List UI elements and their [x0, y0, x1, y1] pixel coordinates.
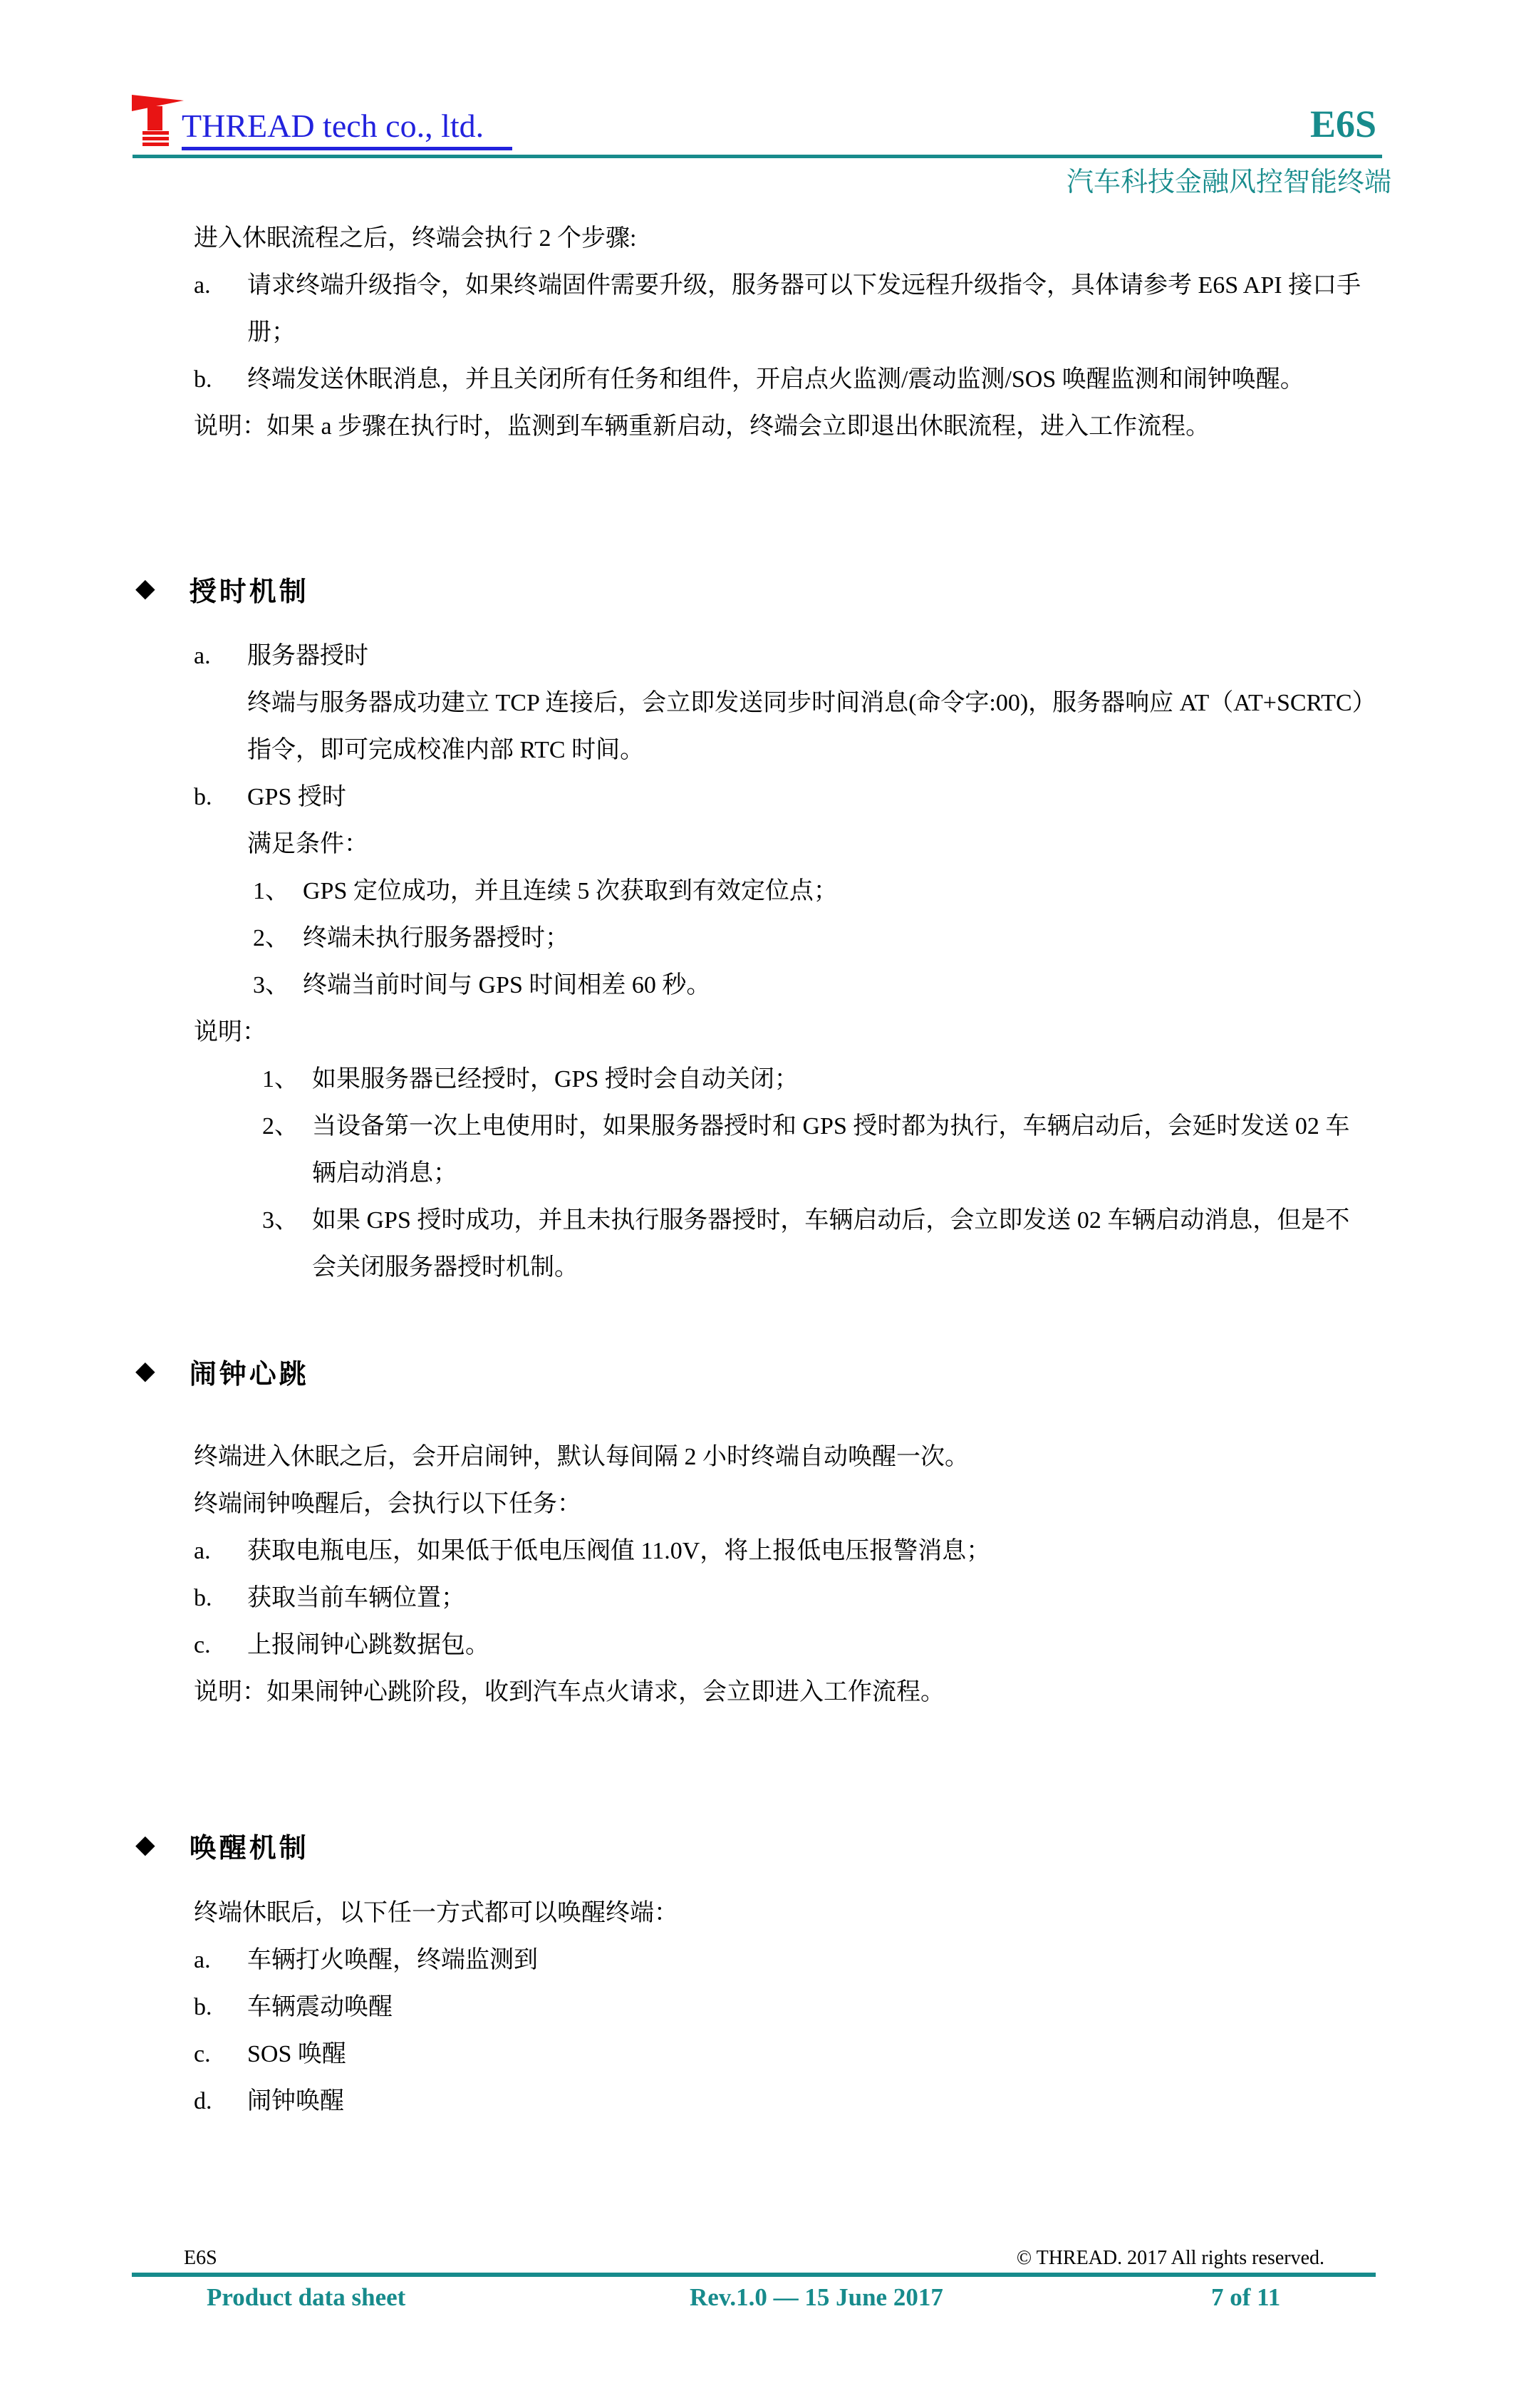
section-wake-body: [194, 1890, 1368, 2125]
list-item-label: b.: [194, 784, 212, 810]
footer-copyright: © THREAD. 2017 All rights reserved.: [1016, 2247, 1324, 2269]
list-item: [194, 2078, 1368, 2125]
numbered-item-label: 3、: [253, 972, 289, 998]
section-note: 说明：如果闹钟心跳阶段，收到汽车点火请求，会立即进入工作流程。: [194, 1679, 945, 1705]
list-item-label: a.: [194, 1538, 211, 1564]
list-item-text: 闹钟唤醒: [247, 2088, 344, 2114]
list-item-label: c.: [194, 1632, 211, 1658]
note-label: 说明：: [194, 1019, 266, 1045]
diamond-bullet-icon: ◆: [135, 574, 155, 603]
list-item-text: 车辆打火唤醒，终端监测到: [247, 1947, 538, 1973]
logo-stripe: [142, 143, 169, 146]
list-item: [194, 774, 1368, 821]
footer-doc-code: E6S: [184, 2247, 217, 2269]
list-item-label: d.: [194, 2088, 212, 2114]
section-heading-alarm-heartbeat: [135, 1349, 309, 1393]
numbered-note-label: 3、: [262, 1207, 299, 1234]
intro-block: [194, 215, 1368, 450]
list-item: [194, 1528, 1368, 1575]
list-item-text: 获取电瓶电压，如果低于低电压阀值 11.0V，将上报低电压报警消息；: [247, 1538, 991, 1564]
section-heading-timing: [135, 567, 309, 611]
list-item-label: a.: [194, 1947, 211, 1973]
list-item-text: GPS 授时: [247, 784, 346, 810]
condition-label: 满足条件：: [247, 831, 368, 857]
list-item-label: b.: [194, 1994, 212, 2020]
footer-doc-type: Product data sheet: [207, 2283, 406, 2311]
list-item: [194, 1622, 1368, 1669]
list-item-text: 车辆震动唤醒: [247, 1994, 393, 2020]
numbered-note: [262, 1197, 1368, 1291]
paragraph: 终端与服务器成功建立 TCP 连接后，会立即发送同步时间消息(命令字:00)，服务器响应 AT（AT+SCRTC）指令，即可完成校准内部 RTC 时间。: [247, 690, 1364, 763]
numbered-note: [262, 1056, 1368, 1103]
diamond-bullet-icon: ◆: [135, 1830, 155, 1859]
footer-page-number: 7 of 11: [1211, 2283, 1281, 2311]
numbered-item: [253, 868, 1368, 915]
list-item: [194, 2031, 1368, 2078]
header-divider: [133, 155, 1382, 158]
numbered-note-text: 如果服务器已经授时，GPS 授时会自动关闭；: [312, 1066, 799, 1092]
numbered-item: [253, 962, 1368, 1009]
diamond-bullet-icon: ◆: [135, 1356, 155, 1385]
section-title: 授时机制: [189, 575, 309, 607]
list-item: [194, 1937, 1368, 1984]
paragraph: 终端休眠后，以下任一方式都可以唤醒终端：: [194, 1900, 678, 1926]
list-item: [194, 1984, 1368, 2031]
numbered-note: [262, 1103, 1368, 1197]
numbered-item-text: GPS 定位成功，并且连续 5 次获取到有效定位点；: [303, 878, 838, 904]
list-item-text: 获取当前车辆位置；: [247, 1585, 465, 1611]
product-tagline: 汽车科技金融风控智能终端: [1066, 166, 1391, 197]
list-item-text: 请求终端升级指令，如果终端固件需要升级，服务器可以下发远程升级指令，具体请参考 E6S API 接口手册；: [247, 272, 1361, 346]
list-item-label: a.: [194, 643, 211, 669]
numbered-item-text: 终端当前时间与 GPS 时间相差 60 秒。: [303, 972, 711, 998]
numbered-item-text: 终端未执行服务器授时；: [303, 925, 569, 951]
company-name: THREAD tech co., ltd.: [182, 108, 512, 150]
list-item-text: SOS 唤醒: [247, 2041, 346, 2067]
logo-stripe: [142, 137, 169, 140]
numbered-item: [253, 915, 1368, 962]
numbered-item-label: 2、: [253, 925, 289, 951]
section-title: 闹钟心跳: [189, 1358, 309, 1390]
intro-note: 说明：如果 a 步骤在执行时，监测到车辆重新启动，终端会立即退出休眠流程，进入工作流程。: [194, 413, 1210, 440]
product-code: E6S: [1309, 103, 1376, 145]
company-logo-icon: [130, 95, 187, 145]
list-item-label: c.: [194, 2041, 211, 2067]
section-timing-body: [194, 633, 1368, 1291]
section-alarm-body: [194, 1434, 1368, 1716]
logo-stem-shape: [147, 106, 162, 130]
list-item: [194, 262, 1368, 356]
list-item-text: 上报闹钟心跳数据包。: [247, 1632, 489, 1658]
list-item: [194, 1575, 1368, 1622]
numbered-item-label: 1、: [253, 878, 289, 904]
list-item-label: b.: [194, 366, 212, 393]
section-title: 唤醒机制: [189, 1831, 309, 1864]
list-item-text: 终端发送休眠消息，并且关闭所有任务和组件，开启点火监测/震动监测/SOS 唤醒监测和闹钟唤醒。: [247, 366, 1304, 393]
numbered-note-text: 当设备第一次上电使用时，如果服务器授时和 GPS 授时都为执行，车辆启动后，会延时发送 02 车辆启动消息；: [312, 1113, 1350, 1187]
logo-stripe: [142, 131, 169, 135]
paragraph: 终端进入休眠之后，会开启闹钟，默认每间隔 2 小时终端自动唤醒一次。: [194, 1444, 969, 1470]
numbered-note-text: 如果 GPS 授时成功，并且未执行服务器授时，车辆启动后，会立即发送 02 车辆启动消息，但是不会关闭服务器授时机制。: [312, 1207, 1350, 1281]
paragraph: 终端闹钟唤醒后，会执行以下任务：: [194, 1491, 581, 1517]
list-item-label: b.: [194, 1585, 212, 1611]
numbered-note-label: 1、: [262, 1066, 299, 1092]
list-item-label: a.: [194, 272, 211, 299]
intro-lead: 进入休眠流程之后，终端会执行 2 个步骤:: [194, 225, 637, 252]
section-heading-wake: [135, 1823, 309, 1867]
footer-revision: Rev.1.0 — 15 June 2017: [690, 2283, 943, 2311]
list-item: [194, 356, 1368, 403]
list-item: [194, 633, 1368, 680]
numbered-note-label: 2、: [262, 1113, 299, 1140]
list-item-text: 服务器授时: [247, 643, 368, 669]
footer-divider: [132, 2273, 1376, 2277]
